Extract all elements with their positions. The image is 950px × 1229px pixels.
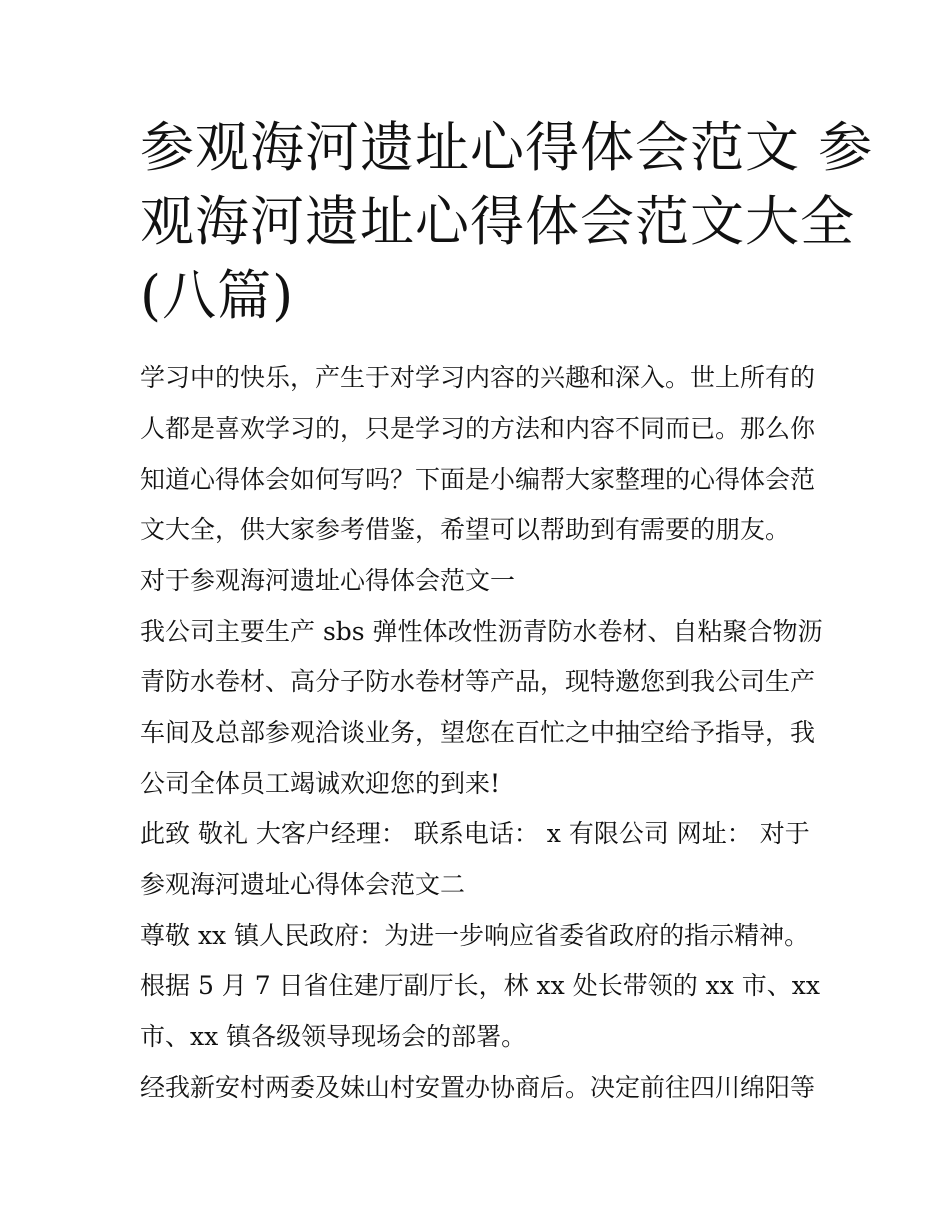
body-line: 车间及总部参观洽谈业务，望您在百忙之中抽空给予指导，我 [140,718,816,747]
body-line: 青防水卷材、高分子防水卷材等产品，现特邀您到我公司生产 [140,667,816,696]
body-line: 经我新安村两委及妹山村安置办协商后。决定前往四川绵阳等 [140,1073,816,1102]
section-heading: 对于参观海河遗址心得体会范文一 [140,566,516,595]
body-line: 文大全，供大家参考借鉴，希望可以帮助到有需要的朋友。 [140,515,791,544]
body-line: 尊敬 xx 镇人民政府：为进一步响应省委省政府的指示精神。 [140,921,810,950]
body-line: 根据 5 月 7 日省住建厅副厅长，林 xx 处长带领的 xx 市、xx [140,971,820,1000]
body-line: 此致 敬礼 大客户经理： 联系电话： x 有限公司 网址： 对于 [140,819,810,848]
title-line-3: (八篇) [140,264,295,327]
body-line: 我公司主要生产 sbs 弹性体改性沥青防水卷材、自粘聚合物沥 [140,617,823,646]
body-line: 人都是喜欢学习的，只是学习的方法和内容不同而已。那么你 [140,414,816,443]
section-heading: 参观海河遗址心得体会范文二 [140,870,466,899]
title-line-1: 参观海河遗址心得体会范文 参 [140,116,874,179]
title-line-2: 观海河遗址心得体会范文大全 [140,190,855,253]
body-line: 公司全体员工竭诚欢迎您的到来! [140,769,501,798]
body-line: 知道心得体会如何写吗？下面是小编帮大家整理的心得体会范 [140,465,816,494]
body-line: 市、xx 镇各级领导现场会的部署。 [140,1022,527,1051]
body-line: 学习中的快乐，产生于对学习内容的兴趣和深入。世上所有的 [140,363,816,392]
